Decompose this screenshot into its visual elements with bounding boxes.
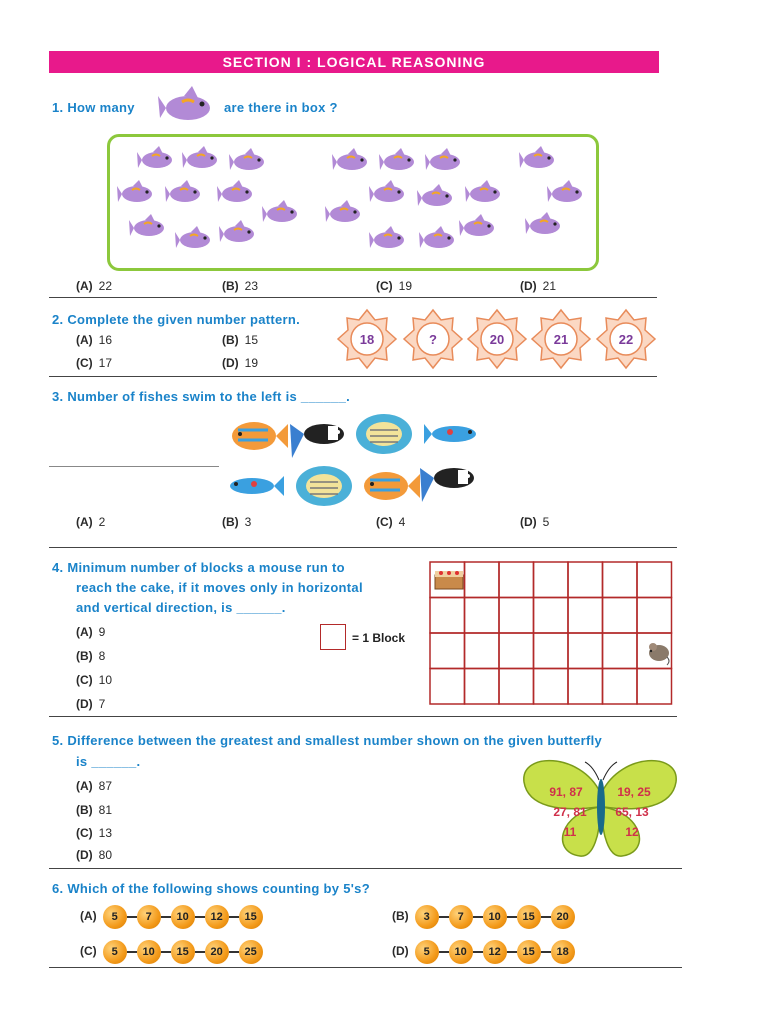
number-ball: 5 xyxy=(103,940,127,964)
divider xyxy=(49,547,677,548)
option-letter: (B) xyxy=(392,909,409,924)
option-value: 2 xyxy=(98,515,106,529)
number-ball: 25 xyxy=(239,940,263,964)
number-ball: 5 xyxy=(415,940,439,964)
q2-option-c[interactable] xyxy=(76,356,112,370)
q6-text: 6. Which of the following shows counting by 5's? xyxy=(52,881,370,896)
grid-cell xyxy=(534,562,569,598)
grid-cell xyxy=(534,669,569,705)
connector xyxy=(541,951,551,953)
option-letter: (C) xyxy=(76,826,93,840)
q1-option-d[interactable] xyxy=(520,279,556,293)
purple-fish-icon xyxy=(465,180,500,202)
q2-option-a[interactable] xyxy=(76,333,112,347)
option-letter: (D) xyxy=(392,944,409,959)
divider xyxy=(49,297,657,298)
grid-cell xyxy=(465,633,500,669)
connector xyxy=(195,951,205,953)
connector xyxy=(507,951,517,953)
grid-cell xyxy=(534,598,569,634)
purple-fish-icon xyxy=(182,146,217,168)
grid-cell xyxy=(499,562,534,598)
purple-fish-icon xyxy=(525,212,560,234)
option-value: 21 xyxy=(542,279,557,293)
divider xyxy=(49,868,682,869)
option-value: 17 xyxy=(98,356,113,370)
option-value: 23 xyxy=(244,279,259,293)
divider xyxy=(49,967,682,968)
purple-fish-icon xyxy=(459,214,494,236)
option-value: 9 xyxy=(98,625,106,639)
option-letter: (C) xyxy=(76,356,93,370)
connector xyxy=(161,951,171,953)
purple-fish-icon xyxy=(165,180,200,202)
option-value: 87 xyxy=(98,779,113,793)
option-value: 8 xyxy=(98,649,106,663)
q1-option-b[interactable] xyxy=(222,279,258,293)
q4-option-c[interactable] xyxy=(76,673,112,687)
option-letter: (C) xyxy=(376,515,393,529)
option-letter: (D) xyxy=(76,697,93,711)
grid-cell xyxy=(568,633,603,669)
purple-fish-icon xyxy=(519,146,554,168)
q1-option-a[interactable] xyxy=(76,279,112,293)
option-letter: (C) xyxy=(376,279,393,293)
wing-number: 11 xyxy=(563,825,577,839)
purple-fish-icon xyxy=(262,200,297,222)
purple-fish-icon xyxy=(325,200,360,222)
purple-fish-icon xyxy=(369,226,404,248)
connector xyxy=(473,916,483,918)
grid-cell xyxy=(637,562,672,598)
option-letter: (B) xyxy=(222,279,239,293)
option-value: 10 xyxy=(98,673,113,687)
grid-cell xyxy=(534,633,569,669)
grid-cell xyxy=(603,598,638,634)
number-ball: 20 xyxy=(551,905,575,929)
option-letter: (B) xyxy=(222,515,239,529)
pattern-value: 22 xyxy=(618,332,634,347)
grid-cell xyxy=(603,633,638,669)
number-ball: 10 xyxy=(483,905,507,929)
section-banner: SECTION I : LOGICAL REASONING xyxy=(49,51,659,73)
number-ball: 15 xyxy=(239,905,263,929)
fish-icon xyxy=(424,424,476,444)
wing-number: 12 xyxy=(625,825,639,839)
grid-cell xyxy=(499,669,534,705)
number-pattern xyxy=(336,308,662,370)
q5-line2: is ______. xyxy=(76,754,141,769)
purple-fish-icon xyxy=(219,220,254,242)
q6-option-c[interactable] xyxy=(80,940,263,964)
number-ball: 15 xyxy=(517,940,541,964)
wing-number: 19, 25 xyxy=(617,785,651,799)
grid-cell xyxy=(568,562,603,598)
number-ball: 15 xyxy=(171,940,195,964)
pattern-value: 18 xyxy=(359,332,375,347)
option-value: 81 xyxy=(98,803,113,817)
option-letter: (B) xyxy=(76,649,93,663)
grid-cell xyxy=(430,598,465,634)
connector xyxy=(127,951,137,953)
purple-fish-icon xyxy=(175,226,210,248)
number-ball: 10 xyxy=(171,905,195,929)
purple-fish-icon xyxy=(117,180,152,202)
purple-fish-icon xyxy=(217,180,252,202)
option-letter: (A) xyxy=(76,333,93,347)
grid-cell xyxy=(568,669,603,705)
grid-cell xyxy=(430,669,465,705)
pattern-value: 20 xyxy=(489,332,505,347)
connector xyxy=(439,916,449,918)
fish-icon xyxy=(232,422,288,450)
option-letter: (C) xyxy=(80,944,97,959)
option-letter: (D) xyxy=(222,356,239,370)
number-ball: 12 xyxy=(205,905,229,929)
q2-option-b[interactable] xyxy=(222,333,258,347)
option-value: 4 xyxy=(398,515,406,529)
number-ball: 5 xyxy=(103,905,127,929)
number-ball: 20 xyxy=(205,940,229,964)
connector xyxy=(439,951,449,953)
fish-icon xyxy=(420,468,474,502)
grid-cell xyxy=(637,598,672,634)
q5-option-c[interactable] xyxy=(76,826,112,840)
fish-icon xyxy=(296,466,352,506)
q5-line1: 5. Difference between the greatest and smallest number shown on the given butterfly xyxy=(52,733,603,748)
purple-fish-icon xyxy=(379,148,414,170)
q1-prefix: 1. How many xyxy=(52,100,135,115)
purple-fish-icon xyxy=(425,148,460,170)
number-ball: 10 xyxy=(449,940,473,964)
q5-option-b[interactable] xyxy=(76,803,112,817)
q4-line3: and vertical direction, is ______. xyxy=(76,600,286,615)
wing-number: 27, 81 xyxy=(553,805,587,819)
option-value: 7 xyxy=(98,697,106,711)
connector xyxy=(473,951,483,953)
block-grid xyxy=(429,561,677,707)
purple-fish-icon xyxy=(229,148,264,170)
option-value: 16 xyxy=(98,333,113,347)
option-letter: (A) xyxy=(76,515,93,529)
q4-option-b[interactable] xyxy=(76,649,105,663)
q2-text: 2. Complete the given number pattern. xyxy=(52,312,301,327)
option-value: 19 xyxy=(244,356,259,370)
fish-group xyxy=(107,134,599,271)
option-value: 19 xyxy=(398,279,413,293)
number-ball: 7 xyxy=(137,905,161,929)
purple-fish-icon xyxy=(137,146,172,168)
q3-option-d[interactable] xyxy=(520,515,549,529)
option-value: 5 xyxy=(542,515,550,529)
purple-fish-icon xyxy=(419,226,454,248)
option-value: 13 xyxy=(98,826,113,840)
q1-option-c[interactable] xyxy=(376,279,412,293)
grid-cell xyxy=(568,598,603,634)
fish-illustration xyxy=(220,408,500,518)
connector xyxy=(541,916,551,918)
q4-option-a[interactable] xyxy=(76,625,105,639)
grid-cell xyxy=(465,598,500,634)
purple-fish-icon xyxy=(417,184,452,206)
pattern-value: ? xyxy=(429,332,437,347)
option-value: 15 xyxy=(244,333,259,347)
grid-cell xyxy=(465,669,500,705)
pattern-value: 21 xyxy=(553,332,569,347)
q5-option-d[interactable] xyxy=(76,848,112,862)
option-letter: (A) xyxy=(80,909,97,924)
purple-fish-icon xyxy=(369,180,404,202)
cake-icon xyxy=(435,571,463,589)
number-ball: 3 xyxy=(415,905,439,929)
connector xyxy=(229,916,239,918)
grid-cell xyxy=(603,562,638,598)
option-letter: (D) xyxy=(520,279,537,293)
q5-option-a[interactable] xyxy=(76,779,112,793)
fish-icon xyxy=(364,472,420,500)
option-letter: (C) xyxy=(76,673,93,687)
q6-option-d[interactable] xyxy=(392,940,575,964)
grid-cell xyxy=(637,669,672,705)
divider xyxy=(49,716,677,717)
q3-option-a[interactable] xyxy=(76,515,105,529)
option-value: 80 xyxy=(98,848,113,862)
connector xyxy=(507,916,517,918)
grid-cell xyxy=(499,633,534,669)
q3-option-c[interactable] xyxy=(376,515,405,529)
purple-fish-icon xyxy=(129,214,164,236)
number-ball: 15 xyxy=(517,905,541,929)
grid-cell xyxy=(465,562,500,598)
block-legend-label: = 1 Block xyxy=(352,631,406,645)
purple-fish-icon xyxy=(158,84,220,130)
option-letter: (B) xyxy=(76,803,93,817)
q6-option-a[interactable] xyxy=(80,905,263,929)
fish-icon xyxy=(356,414,412,454)
q4-line2: reach the cake, if it moves only in horizontal xyxy=(76,580,363,595)
butterfly-icon xyxy=(520,752,682,862)
option-letter: (A) xyxy=(76,625,93,639)
option-letter: (B) xyxy=(222,333,239,347)
block-legend-square xyxy=(320,624,346,650)
wing-number: 65, 13 xyxy=(615,805,649,819)
purple-fish-icon xyxy=(332,148,367,170)
number-ball: 7 xyxy=(449,905,473,929)
number-ball: 18 xyxy=(551,940,575,964)
grid-cell xyxy=(499,598,534,634)
q4-line1: 4. Minimum number of blocks a mouse run to xyxy=(52,560,345,575)
option-letter: (D) xyxy=(520,515,537,529)
fish-icon xyxy=(290,424,344,458)
wing-number: 91, 87 xyxy=(549,785,583,799)
mouse-icon xyxy=(649,643,669,665)
q3-option-b[interactable] xyxy=(222,515,251,529)
divider xyxy=(49,376,657,377)
q4-option-d[interactable] xyxy=(76,697,105,711)
q3-text: 3. Number of fishes swim to the left is ______. xyxy=(52,389,351,404)
connector xyxy=(161,916,171,918)
q6-option-b[interactable] xyxy=(392,905,575,929)
option-value: 22 xyxy=(98,279,113,293)
divider xyxy=(49,466,219,467)
purple-fish-icon xyxy=(547,180,582,202)
grid-cell xyxy=(603,669,638,705)
option-letter: (D) xyxy=(76,848,93,862)
option-letter: (A) xyxy=(76,279,93,293)
connector xyxy=(127,916,137,918)
q2-option-d[interactable] xyxy=(222,356,258,370)
fish-icon xyxy=(230,476,284,496)
q1-suffix: are there in box ? xyxy=(224,100,338,115)
number-ball: 12 xyxy=(483,940,507,964)
connector xyxy=(229,951,239,953)
option-letter: (A) xyxy=(76,779,93,793)
grid-cell xyxy=(430,633,465,669)
number-ball: 10 xyxy=(137,940,161,964)
connector xyxy=(195,916,205,918)
option-value: 3 xyxy=(244,515,252,529)
